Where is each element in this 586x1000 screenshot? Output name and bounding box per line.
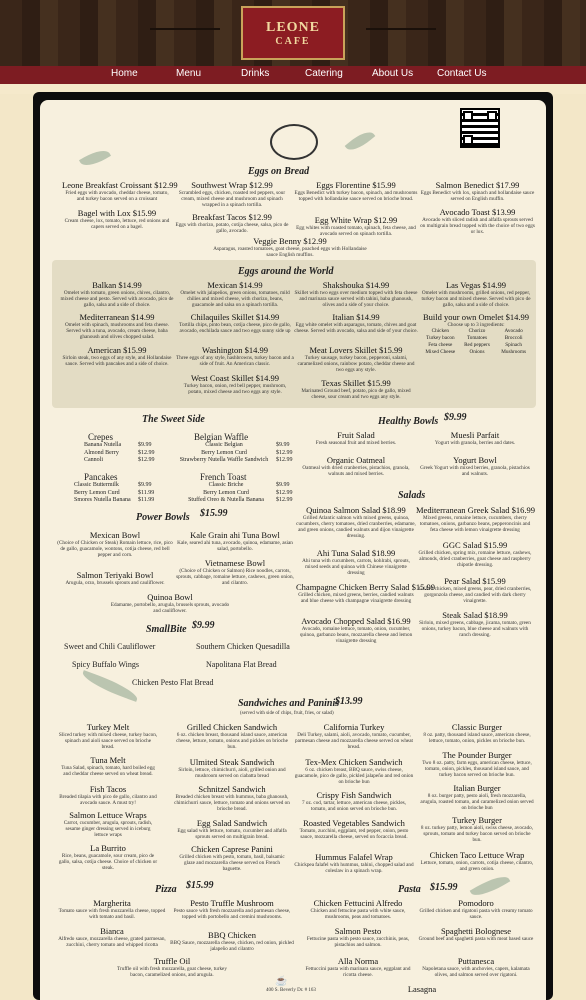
menu-item[interactable]: Egg Salad Sandwich Egg salad with lettuce, tomato, cucumber and alfalfa sprouts served on multigrain bread. (177, 818, 287, 840)
menu-item[interactable]: Puttanesca Napoletana sauce, with anchovies, capers, kalamata olives, and salmon served over rigatoni. (422, 956, 530, 978)
menu-item[interactable]: Napolitana Flat Bread (206, 660, 277, 669)
menu-item[interactable]: Las Vegas $14.99 Omelet with mushrooms, grilled onions, red pepper, turkey bacon and mixed cheese. Served with pico de gallo, salsa and a side of choice. (421, 280, 531, 308)
menu-item[interactable]: The Pounder Burger Two 8 oz. patty, farm eggs, american cheese, lettuce, tomato, onion, pickles, thousand island sauce, and turkey bacon served on brioche bun. (422, 750, 532, 778)
menu-item[interactable]: Bianca Alfredo sauce, mozzarella cheese, grated parmesan, zucchini, cherry tomato and whipped ricotta (58, 926, 166, 948)
menu-item[interactable]: Steak Salad $18.99 Sirloin, mixed greens, cabbage, jicama, tomato, green onions, turkey bacon, blue cheese and walnuts with ranch dressing. (419, 610, 531, 638)
menu-item[interactable]: Avocado Chopped Salad $16.99 Avocado, romaine lettuce, tomato, onion, cucumber, quinoa, garbanzo beans, mozzarella cheese and lemon vinaigrette dressing (299, 616, 413, 644)
menu-item[interactable]: Tuna Melt Tuna Salad, spinach, tomato, hard boiled egg and cheddar cheese served on wheat bread. (61, 755, 155, 777)
menu-item[interactable]: Washington $14.99 Three eggs of any style, hashbrowns, turkey bacon and a side of fruit. An American classic. (176, 345, 294, 367)
pancakes-prices: $9.99 $11.99 $11.99 (138, 482, 155, 503)
menu-item[interactable]: Pomodoro Grilled chicken and rigatoni pasta with creamy tomato sauce. (419, 898, 533, 920)
crepes-title: Crepes (88, 432, 113, 442)
section-title-eggs-world: Eggs around the World (238, 266, 334, 277)
menu-item[interactable]: Avocado Toast $13.99 Avocado with sliced radish and alfalfa sprouts served on multigrain bread topped with the choice of two eggs or lox. (420, 207, 535, 235)
cafe-address: 400 S. Beverly Dr. # 163 (266, 988, 316, 993)
menu-item[interactable]: Hummus Falafel Wrap Chickpea falafel with hummus, tahini, chopped salad and coleslaw in a spinach wrap. (294, 852, 414, 874)
site-header (0, 0, 586, 66)
menu-item[interactable]: Spaghetti Bolognese Ground beef and spaghetti pasta with meat based sauce (418, 926, 534, 942)
pancakes-list[interactable]: Classic Buttermilk Berry Lemon Curd Smores Nutella Banana (74, 482, 131, 503)
menu-item[interactable]: Italian $14.99 Egg white omelet with asparagus, tomato, chives and goat cheese. Served with avocado, salsa and side of your choice. (294, 312, 418, 334)
pancakes-title: Pancakes (84, 472, 118, 482)
waffle-title: Belgian Waffle (194, 432, 249, 442)
brand-sub: CAFE (275, 35, 311, 47)
menu-item[interactable]: Muesli Parfait Yogurt with granola, berries and dates. (434, 430, 516, 446)
omelet-ingredients: Chicken Chorizo Avocado Turkey bacon Tomatoes Broccoli Feta cheese Red peppers Spinach Mixed Cheese Onions Mushrooms (425, 328, 527, 355)
menu-item[interactable]: Quinoa Bowl Edamame, portobello, arugula, brussels sprouts, avocado and cauliflower. (110, 592, 230, 614)
healthy-bowls-price: $9.99 (444, 412, 467, 423)
french-toast-list[interactable]: Classic Briche Berry Lemon Curd Stuffed Oreo & Nutella Banana (188, 482, 264, 503)
menu-item[interactable]: Classic Burger 8 oz. patty, thousand island sauce, american cheese, lettuce, tomato, onion, pickles on brioche bun. (423, 722, 531, 744)
menu-item[interactable]: Build your own Omelet $14.99 Choose up to 3 ingredients: (422, 312, 529, 328)
menu-item[interactable]: Ulmited Steak Sandwich Sirloin, lettuce, chimichurri, aioli, grilled onion and mushroom served on ciabatta bread (178, 757, 286, 779)
menu-item[interactable]: Vietnamese Bowl (Choice of Chicken or Salmon) Rice noodles, carrots, sprouts, cabbage, romaine lettuce, cashews, green onion, and cilantro. (176, 558, 294, 586)
menu-item[interactable]: Fruit Salad Fresh seasonal fruit and mixed berries. (315, 430, 397, 446)
menu-item[interactable]: Ahi Tuna Salad $18.99 Ahi tuna with cucumbers, carrots, kohlrabi, sprouts, mixed seeds and quinoa with Chinese vinaigrette dressing (302, 548, 410, 576)
menu-item[interactable]: Turkey Burger 8 oz. turkey patty, lemon aioli, swiss cheese, avocado, sprouts, tomato and turkey bacon served on brioche bun. (420, 815, 534, 843)
menu-item[interactable]: Mediterranean Greek Salad $16.99 Mixed greens, romaine lettuce, cucumbers, cherry tomatoes, onions, garbanzo beans, pepperoncinis and feta cheese with lemon vinaigrette dressing (416, 505, 535, 533)
section-title-pizza: Pizza (155, 884, 177, 895)
sandwiches-note: (served with side of chips, fruit, fries, or salad) (240, 711, 334, 716)
menu-item[interactable]: Chicken Taco Lettuce Wrap Lettuce, tomato, onion, carrots, cotija cheese, cilantro, and green onion. (420, 850, 534, 872)
menu-item[interactable]: Kale Grain ahi Tuna Bowl Kale, seared ahi tuna, avocado, quinoa, edamame, asian salad, portobello. (177, 530, 293, 552)
brand-name: LEONE (265, 19, 320, 35)
menu-item[interactable]: GGC Salad $15.99 Grilled chicken, spring mix, romaine lettuce, cashews, almonds, dried cranberries, goat cheese and raspberry chipotle dressing. (418, 540, 532, 568)
menu-item[interactable]: Bagel with Lox $15.99 Cream cheese, lox, tomato, lettuce, red onions and capers served on a bagel. (64, 208, 170, 230)
menu-item[interactable]: Organic Oatmeal Oatmeal with dried cranberries, pistachios, granola, walnuts and mixed berries. (302, 455, 410, 477)
menu-item[interactable]: Spicy Buffalo Wings (72, 660, 139, 669)
section-title-healthy-bowls: Healthy Bowls (378, 416, 439, 427)
menu-item[interactable]: Tex-Mex Chicken Sandwich 6 oz. chicken breast, BBQ sauce, swiss cheese, guacamole, pico de gallo, pickled jalapeño and red onion on brioche bun (294, 757, 414, 785)
power-bowls-price: $15.99 (200, 508, 228, 519)
menu-item[interactable]: Mexican Bowl (Choice of Chicken or Steak) Romain lettuce, rice, pico de gallo, guacamole, wontons, cotija cheese, red bell pepper and corn. (57, 530, 173, 558)
menu-item[interactable]: Egg White Wrap $12.99 Egg whites with roasted tomato, spinach, feta cheese, and avocado served on spinach tortilla. (296, 215, 416, 237)
main-nav (0, 66, 586, 84)
menu-item[interactable]: Salmon Benedict $17.99 Eggs Benedict with lox, spinach and hollandaise sauce served on English muffin. (420, 180, 535, 202)
menu-item[interactable]: Pear Salad $15.99 Grilled chicken, mixed greens, pear, dried cranberries, gorgonzola cheese, and candied with dark cherry vinaigrette. (418, 576, 532, 604)
menu-item[interactable]: Margherita Tomato sauce with fresh mozzarella cheese, topped with tomato and basil. (58, 898, 166, 920)
section-title-sandwiches: Sandwiches and Paninis (238, 698, 340, 709)
menu-item[interactable]: Leone Breakfast Croissant $12.99 Fried eggs with avocado, cheddar cheese, tomato, and turkey bacon served on a croissant (62, 180, 178, 202)
decor-swirl-left (150, 28, 220, 30)
sandwiches-price: $13.99 (335, 696, 363, 707)
crepes-prices: $9.99 $12.99 $12.99 (138, 442, 155, 463)
menu-item[interactable]: Southern Chicken Quesadilla (196, 642, 290, 651)
chef-icon: ☕ (275, 976, 288, 987)
menu-item[interactable]: Truffle Oil Truffle oil with fresh mozzarella, goat cheese, turkey bacon, caramelized onions, and arugula. (117, 956, 227, 978)
menu-item[interactable]: Alla Norma Fettuccini pasta with marinara sauce, eggplant and ricotta cheese. (305, 956, 411, 978)
menu-item[interactable]: Roasted Vegetables Sandwich Tomato, zucchini, eggplant, red pepper, onion, pesto sauce, mozzarella cheese, served on focaccia bread. (299, 818, 409, 840)
menu-item[interactable]: Shakshouka $14.99 Skillet with two eggs over medium topped with feta cheese and marinara sauce served with tahini, baba ghanoush, olives and a side of your choice. (294, 280, 418, 308)
section-title-salads: Salads (398, 490, 426, 501)
pasta-price: $15.99 (430, 882, 458, 893)
menu-item[interactable]: Meat Lovers Skillet $15.99 Turkey sausage, turkey bacon, pepperoni, salami, caramelized onions, rainbow potato, cheddar cheese and two eggs any style. (297, 345, 415, 373)
menu-item[interactable]: Mexican $14.99 Omelet with jalapeños, green onions, tomatoes, mild chilies and mixed cheese, with chorizo, beans, guacamole and salsa on a spinach tortilla. (180, 280, 290, 308)
menu-item[interactable]: Grilled Chicken Sandwich 6 oz. chicken breast, thousand island sauce, american cheese, lettuce, tomato, onions and pickles on brioche bun. (176, 722, 288, 750)
menu-item[interactable]: Southwest Wrap $12.99 Scrambled eggs, chicken, roasted red peppers, sour cream, mixed cheese and mushroom and spinach wrapped in a spinach tortilla. (178, 180, 286, 208)
menu-item[interactable]: Fish Tacos Breaded tilapia with pico de gallo, cilantro and avocado sauce. A must try! (59, 784, 157, 806)
menu-item[interactable]: Chilaquiles Skillet $14.99 Tortilla chips, pinto bean, cotija cheese, pico de gallo, avocado, enchilada sauce and two eggs sunny side up (179, 312, 291, 334)
french-toast-prices: $9.99 $12.99 $12.99 (276, 482, 293, 503)
waffle-prices: $9.99 $12.99 $12.99 (276, 442, 293, 463)
small-bite-price: $9.99 (192, 620, 215, 631)
menu-item[interactable]: Salmon Pesto Fettucine pasta with pesto sauce, zucchinis, peas, pistachios and salmon. (306, 926, 410, 948)
qr-code-icon[interactable] (460, 108, 500, 148)
menu-item[interactable]: Salmon Lettuce Wraps Carrot, cucumber, arugula, sprouts, radish, sesame ginger dressing served in iceburg lettuce wraps (63, 810, 153, 838)
menu-item[interactable]: Eggs Florentine $15.99 Eggs Benedict with turkey bacon, spinach, and mushrooms topped with hollandaise sauce served on brioche bread. (294, 180, 418, 202)
nav-contact-us[interactable]: Contact Us (437, 68, 487, 79)
menu-item[interactable]: West Coast Skillet $14.99 Turkey bacon, onion, red bell pepper, mushroom, potato, mixed cheese and two eggs any style. (183, 373, 287, 395)
menu-item[interactable]: Breakfast Tacos $12.99 Eggs with chorizo, potato, cotija cheese, salsa, pico de gallo, avocado. (175, 212, 289, 234)
nav-about-us[interactable]: About Us (372, 68, 414, 79)
menu-item[interactable]: Turkey Melt Sliced turkey with mixed cheese, turkey bacon, spinach and aioli sauce served on brioche bread. (58, 722, 158, 750)
menu-item[interactable]: Italian Burger 8 oz. burger patty, pesto aioli, fresh mozzarella, arugula, roasted tomato, and caramelized onion served on brioche bun (420, 783, 534, 811)
nav-home[interactable]: Home (111, 68, 138, 79)
menu-item[interactable]: Crispy Fish Sandwich 7 oz. cod, tartar, lettuce, american cheese, pickles, tomato, and onion served on brioche bun. (302, 790, 406, 812)
nav-catering[interactable]: Catering (305, 68, 343, 79)
menu-item[interactable]: Balkan $14.99 Omelet with tomato, green onions, chives, cilantro, mixed cheese and pesto. Served with avocado, pico de gallo, salsa and a side of choice. (60, 280, 174, 308)
brand-logo[interactable] (241, 6, 345, 60)
section-title-power-bowls: Power Bowls (136, 512, 190, 523)
menu-item[interactable]: Lasagna (407, 984, 437, 994)
menu-item[interactable]: Texas Skillet $15.99 Marinated Ground beef, potato, pico de gallo, mixed cheese, sour cream and two eggs any style. (301, 378, 411, 400)
cafe-emblem-icon (270, 124, 318, 160)
nav-drinks[interactable]: Drinks (241, 68, 270, 79)
menu-item[interactable]: Sweet and Chili Cauliflower (64, 642, 156, 651)
section-title-small-bite: SmallBite (146, 624, 187, 635)
nav-menu[interactable]: Menu (176, 68, 202, 79)
waffle-list[interactable]: Classic Belgian Berry Lemon Curd Strawberry Nutella Waffle Sandwich (179, 442, 269, 463)
menu-item[interactable]: Salmon Teriyaki Bowl Arugula, orzo, brussels sprouts and cauliflower. (65, 570, 165, 586)
menu-item[interactable]: BBQ Chicken BBQ Sauce, mozzarella cheese, chicken, red onion, pickled jalapeño and cilantro (170, 930, 294, 952)
menu-item[interactable]: American $15.99 Sirloin steak, two eggs of any style, and Hollandaise sauce. Served with pancakes and a side of choice. (62, 345, 172, 367)
menu-item[interactable]: Veggie Benny $12.99 Asparagus, roasted tomatoes, goat cheese, poached eggs with Hollandaise sauce English muffins. (213, 236, 367, 258)
menu-item[interactable]: Champagne Chicken Berry Salad $15.99 Grilled chicken, mixed greens, berries, candied walnuts and blue cheese with champagne vinaigrette dressing (296, 582, 436, 604)
menu-item[interactable]: Yogurt Bowl Greek Yogurt with mixed berries, granola, pistachios and walnuts. (420, 455, 530, 477)
menu-item[interactable]: Chicken Fettucini Alfredo Chicken and fettucine pasta with white sauce, mushrooms, peas and tomatoes. (310, 898, 406, 920)
menu-item[interactable]: Chicken Caprese Panini Grilled chicken with pesto, tomato, basil, balsamic glaze and mozzarella cheese served on French baguette. (179, 844, 285, 872)
pizza-price: $15.99 (186, 880, 214, 891)
decor-swirl-right (366, 28, 436, 30)
menu-item[interactable]: Pesto Truffle Mushroom Pesto sauce with fresh mozzarella and parmesan cheese, topped with portobello and cremini mushrooms. (173, 898, 291, 920)
section-title-pasta: Pasta (398, 884, 421, 895)
crepes-list[interactable]: Banana Nutella Almond Berry Cannoli (84, 442, 122, 463)
menu-item[interactable]: Quinoa Salmon Salad $18.99 Grilled Atlantic salmon with mixed greens, quinoa, cucumbers, cherry tomatoes, dried cranberries, edamame, and green onions, candied walnuts and dijon vinaigrette dressing. (296, 505, 416, 539)
menu-item[interactable]: Schnitzel Sandwich Breaded chicken breast with hummus, baba ghanoush, chimichurri sauce, lettuce, tomato and onions served on brioche bread. (174, 784, 290, 812)
section-title-sweet-side: The Sweet Side (142, 414, 205, 425)
menu-item[interactable]: La Burrito Rice, beans, guacamole, sour cream, pico de gallo, salsa, cotija cheese. Choice of chicken or steak. (58, 843, 158, 871)
menu-item[interactable]: Mediterranean $14.99 Omelet with spinach, mushrooms and feta cheese. Served with a tuna, avocado, cream cheese, baba ghanoush and olives chopped salad. (64, 312, 169, 340)
section-title-eggs-on-bread: Eggs on Bread (248, 166, 310, 177)
menu-item[interactable]: California Turkey Deli Turkey, salami, aioli, avocado, tomato, cucumber, parmesan cheese and mozzarella cheese served on wheat bread. (295, 722, 413, 750)
menu-item[interactable]: Chicken Pesto Flat Bread (132, 678, 214, 687)
french-toast-title: French Toast (200, 472, 247, 482)
